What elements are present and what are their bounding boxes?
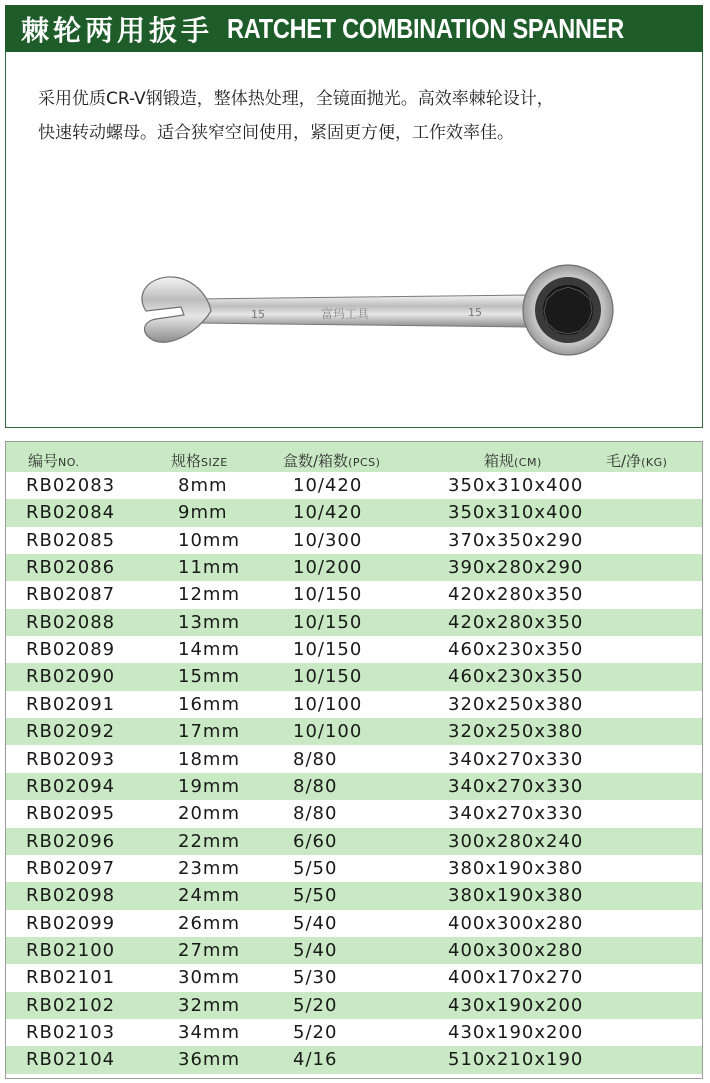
brand-mark: 富玛工具 bbox=[321, 307, 370, 321]
cell-pcs: 10/100 bbox=[293, 693, 363, 715]
cell-carton: 390x280x290 bbox=[448, 557, 584, 579]
description-text bbox=[38, 82, 703, 150]
table-row bbox=[6, 472, 702, 499]
cell-pcs: 10/420 bbox=[293, 475, 363, 496]
cell-carton: 400x300x280 bbox=[448, 912, 584, 934]
description-line-2: 快速转动螺母。适合狭窄空间使用，紧固更方便，工作效率佳。 bbox=[38, 123, 514, 143]
cell-size: 12mm bbox=[178, 584, 240, 606]
cell-no: RB02102 bbox=[26, 994, 116, 1016]
cell-no: RB02100 bbox=[26, 939, 116, 961]
table-row bbox=[6, 691, 702, 718]
cell-no: RB02094 bbox=[26, 775, 116, 797]
spec-table bbox=[5, 441, 703, 1079]
cell-size: 27mm bbox=[178, 939, 240, 961]
cell-carton: 380x190x380 bbox=[448, 885, 584, 907]
cell-size: 20mm bbox=[178, 803, 240, 825]
table-row bbox=[6, 663, 702, 690]
cell-no: RB02099 bbox=[26, 912, 116, 934]
cell-carton: 340x270x330 bbox=[448, 803, 584, 825]
cell-carton: 350x310x400 bbox=[448, 475, 584, 496]
cell-size: 16mm bbox=[178, 693, 240, 715]
title-chinese: 棘轮两用扳手 bbox=[21, 13, 214, 47]
cell-size: 24mm bbox=[178, 885, 240, 907]
cell-size: 15mm bbox=[178, 666, 240, 688]
cell-size: 14mm bbox=[178, 639, 240, 661]
cell-pcs: 5/20 bbox=[293, 994, 338, 1016]
cell-pcs: 4/16 bbox=[293, 1049, 338, 1071]
cell-no: RB02084 bbox=[26, 502, 116, 524]
header-weight: 毛/净(KG) bbox=[606, 452, 668, 470]
cell-no: RB02103 bbox=[26, 1022, 116, 1043]
cell-no: RB02093 bbox=[26, 748, 116, 770]
cell-pcs: 5/30 bbox=[293, 967, 338, 989]
cell-pcs: 10/150 bbox=[293, 611, 363, 633]
table-row bbox=[6, 718, 702, 745]
table-row bbox=[6, 636, 702, 663]
cell-no: RB02095 bbox=[26, 803, 116, 825]
cell-size: 32mm bbox=[178, 994, 240, 1016]
table-row bbox=[6, 773, 702, 800]
cell-pcs: 5/50 bbox=[293, 885, 338, 907]
cell-carton: 430x190x200 bbox=[448, 994, 584, 1016]
table-row bbox=[6, 828, 702, 855]
table-row bbox=[6, 800, 702, 827]
cell-size: 9mm bbox=[178, 502, 228, 524]
table-row bbox=[6, 855, 702, 882]
cell-size: 22mm bbox=[178, 830, 240, 852]
cell-carton: 370x350x290 bbox=[448, 529, 584, 551]
header-pcs: 盒数/箱数(PCS) bbox=[283, 452, 381, 470]
cell-pcs: 8/80 bbox=[293, 775, 338, 797]
table-row bbox=[6, 882, 702, 909]
cell-pcs: 5/20 bbox=[293, 1022, 338, 1043]
cell-carton: 460x230x350 bbox=[448, 666, 584, 688]
cell-pcs: 10/200 bbox=[293, 557, 363, 579]
spanner-image bbox=[136, 227, 621, 362]
cell-no: RB02085 bbox=[26, 529, 116, 551]
cell-pcs: 10/150 bbox=[293, 666, 363, 688]
cell-no: RB02083 bbox=[26, 475, 116, 496]
cell-carton: 320x250x380 bbox=[448, 693, 584, 715]
cell-size: 23mm bbox=[178, 857, 240, 879]
cell-pcs: 5/40 bbox=[293, 912, 338, 934]
cell-pcs: 5/50 bbox=[293, 857, 338, 879]
cell-carton: 420x280x350 bbox=[448, 611, 584, 633]
table-row bbox=[6, 964, 702, 991]
cell-carton: 340x270x330 bbox=[448, 748, 584, 770]
cell-carton: 400x170x270 bbox=[448, 967, 584, 989]
description-panel bbox=[5, 52, 703, 428]
size-mark-left: 15 bbox=[251, 308, 265, 321]
cell-carton: 420x280x350 bbox=[448, 584, 584, 606]
size-mark-right: 15 bbox=[468, 306, 482, 319]
cell-no: RB02097 bbox=[26, 857, 116, 879]
table-row bbox=[6, 554, 702, 581]
cell-size: 34mm bbox=[178, 1022, 240, 1043]
spanner-open-end bbox=[142, 277, 211, 342]
cell-carton: 300x280x240 bbox=[448, 830, 584, 852]
cell-carton: 340x270x330 bbox=[448, 775, 584, 797]
cell-size: 8mm bbox=[178, 475, 228, 496]
cell-no: RB02089 bbox=[26, 639, 116, 661]
header-carton: 箱规(CM) bbox=[484, 452, 542, 470]
cell-no: RB02092 bbox=[26, 721, 116, 743]
table-row bbox=[6, 910, 702, 937]
title-english: RATCHET COMBINATION SPANNER bbox=[227, 12, 624, 44]
cell-size: 17mm bbox=[178, 721, 240, 743]
cell-size: 19mm bbox=[178, 775, 240, 797]
cell-no: RB02086 bbox=[26, 557, 116, 579]
cell-size: 30mm bbox=[178, 967, 240, 989]
title-bar bbox=[5, 5, 703, 52]
cell-pcs: 10/100 bbox=[293, 721, 363, 743]
cell-carton: 510x210x190 bbox=[448, 1049, 584, 1071]
cell-carton: 460x230x350 bbox=[448, 639, 584, 661]
cell-no: RB02088 bbox=[26, 611, 116, 633]
cell-pcs: 8/80 bbox=[293, 748, 338, 770]
cell-pcs: 8/80 bbox=[293, 803, 338, 825]
cell-pcs: 10/300 bbox=[293, 529, 363, 551]
cell-pcs: 6/60 bbox=[293, 830, 338, 852]
cell-pcs: 10/150 bbox=[293, 584, 363, 606]
cell-pcs: 10/150 bbox=[293, 639, 363, 661]
cell-carton: 350x310x400 bbox=[448, 502, 584, 524]
table-row bbox=[6, 746, 702, 773]
cell-size: 36mm bbox=[178, 1049, 240, 1071]
table-row bbox=[6, 499, 702, 526]
cell-carton: 320x250x380 bbox=[448, 721, 584, 743]
cell-pcs: 5/40 bbox=[293, 939, 338, 961]
cell-size: 10mm bbox=[178, 529, 240, 551]
cell-no: RB02098 bbox=[26, 885, 116, 907]
cell-carton: 430x190x200 bbox=[448, 1022, 584, 1043]
table-row bbox=[6, 992, 702, 1019]
cell-no: RB02101 bbox=[26, 967, 116, 989]
cell-no: RB02104 bbox=[26, 1049, 116, 1071]
cell-no: RB02091 bbox=[26, 693, 116, 715]
cell-carton: 400x300x280 bbox=[448, 939, 584, 961]
header-size: 规格SIZE bbox=[171, 452, 228, 470]
table-row bbox=[6, 527, 702, 554]
table-row bbox=[6, 609, 702, 636]
table-row bbox=[6, 937, 702, 964]
cell-size: 18mm bbox=[178, 748, 240, 770]
cell-size: 26mm bbox=[178, 912, 240, 934]
cell-no: RB02087 bbox=[26, 584, 116, 606]
cell-no: RB02096 bbox=[26, 830, 116, 852]
table-row bbox=[6, 1019, 702, 1046]
cell-size: 11mm bbox=[178, 557, 240, 579]
header-no: 编号NO. bbox=[28, 452, 80, 470]
description-line-1: 采用优质CR-V钢锻造，整体热处理，全镜面抛光。高效率棘轮设计， bbox=[38, 89, 554, 109]
cell-no: RB02090 bbox=[26, 666, 116, 688]
cell-pcs: 10/420 bbox=[293, 502, 363, 524]
table-row bbox=[6, 581, 702, 608]
table-row bbox=[6, 1046, 702, 1073]
cell-carton: 380x190x380 bbox=[448, 857, 584, 879]
cell-size: 13mm bbox=[178, 611, 240, 633]
table-header bbox=[6, 442, 702, 472]
